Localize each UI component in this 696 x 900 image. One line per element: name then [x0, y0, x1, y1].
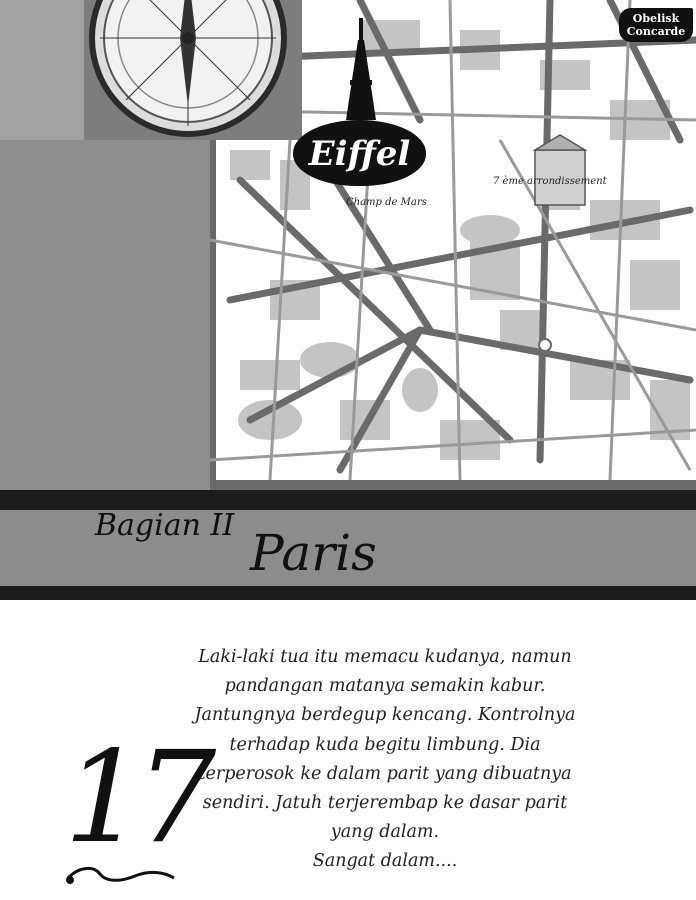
- chapter-opening-text: [190, 643, 580, 877]
- part-title: Paris: [250, 524, 377, 582]
- building-icon: [535, 135, 585, 205]
- title-band-bottom-rule: [0, 586, 696, 600]
- chapter-number: 17: [64, 724, 209, 871]
- arrondissement-label: 7 ème arrondissement: [493, 176, 607, 187]
- title-band-top-rule: [0, 490, 696, 510]
- text-line: yang dalam.: [330, 822, 440, 843]
- text-line: Laki-laki tua itu memacu kudanya, namun: [198, 647, 572, 667]
- left-grey-panel-top: [0, 0, 84, 140]
- text-line: terperosok ke dalam parit yang dibuatnya: [198, 763, 572, 784]
- text-line: pandangan matanya semakin kabur.: [224, 676, 546, 697]
- badge-line-2: Concarde: [626, 25, 686, 38]
- part-label: Bagian II: [95, 508, 235, 543]
- flourish-ornament-icon: [60, 860, 180, 890]
- eiffel-label-badge: Eiffel: [293, 120, 426, 186]
- champ-de-mars-label: Champ de Mars: [346, 197, 427, 208]
- text-line: Jantungnya berdegup kencang. Kontrolnya: [194, 705, 576, 726]
- obelisk-concorde-badge: [619, 8, 693, 42]
- compass-icon: [84, 0, 302, 140]
- badge-line-1: Obelisk: [632, 12, 680, 25]
- compass-image-frame: [84, 0, 302, 140]
- text-line: terhadap kuda begitu limbung. Dia: [229, 734, 541, 755]
- text-line: sendiri. Jatuh terjerembap ke dasar parit: [202, 793, 568, 814]
- text-line: Sangat dalam....: [312, 851, 458, 872]
